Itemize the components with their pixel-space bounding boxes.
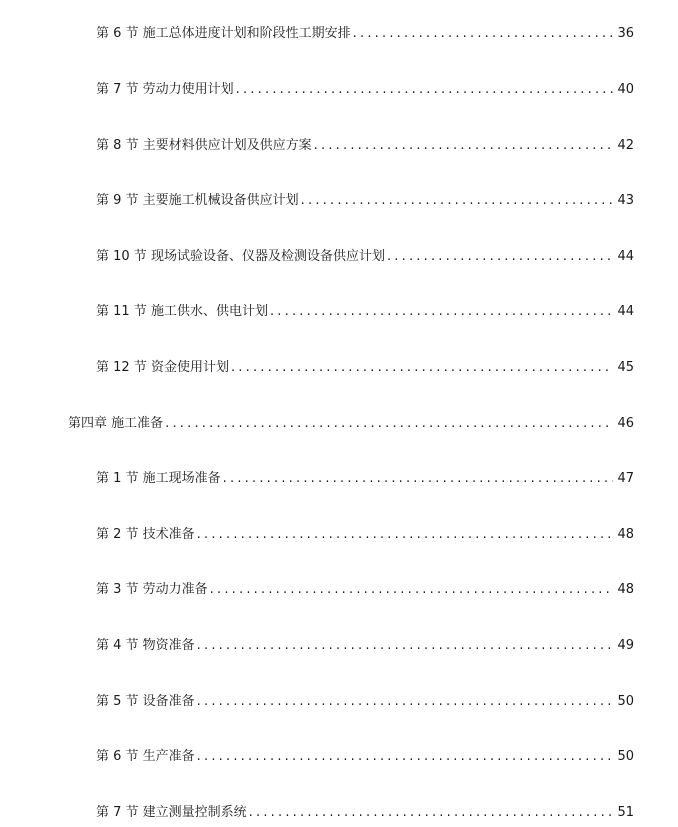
toc-entry-section-12-funding[interactable]: [96, 358, 634, 378]
toc-entry-title: 第 11 节 施工供水、供电计划: [96, 304, 268, 319]
toc-page-number: 40: [617, 82, 634, 97]
toc-dot-leader: [195, 636, 614, 656]
toc-page-number: 42: [617, 138, 634, 153]
toc-entry-section-9-machinery[interactable]: [96, 191, 634, 211]
toc-dot-leader: [208, 580, 614, 600]
toc-dot-leader: [163, 414, 613, 434]
toc-page-number: 48: [617, 582, 634, 597]
toc-entry-title: 第 6 节 施工总体进度计划和阶段性工期安排: [96, 26, 351, 41]
toc-entry-title: 第 12 节 资金使用计划: [96, 360, 229, 375]
toc-entry-section-6-production-preparation[interactable]: [96, 747, 634, 767]
toc-dot-leader: [234, 80, 614, 100]
toc-entry-section-5-equipment-preparation[interactable]: [96, 692, 634, 712]
toc-dot-leader: [229, 358, 614, 378]
toc-page-number: 50: [617, 749, 634, 764]
toc-page-number: 51: [617, 805, 634, 820]
toc-entry-title: 第 6 节 生产准备: [96, 749, 195, 764]
toc-dot-leader: [247, 803, 614, 823]
toc-entry-title: 第四章 施工准备: [68, 416, 164, 431]
toc-entry-title: 第 7 节 劳动力使用计划: [96, 82, 234, 97]
toc-entry-section-1-site-preparation[interactable]: [96, 469, 634, 489]
toc-dot-leader: [195, 525, 614, 545]
toc-page-number: 47: [617, 471, 634, 486]
toc-entry-title: 第 7 节 建立测量控制系统: [96, 805, 247, 820]
toc-entry-title: 第 8 节 主要材料供应计划及供应方案: [96, 138, 312, 153]
toc-entry-section-7-survey-control[interactable]: [96, 803, 634, 823]
toc-dot-leader: [299, 191, 614, 211]
toc-entry-title: 第 9 节 主要施工机械设备供应计划: [96, 193, 299, 208]
toc-entry-chapter-4-preparation[interactable]: [68, 414, 634, 434]
toc-dot-leader: [195, 692, 614, 712]
toc-page-number: 44: [617, 249, 634, 264]
toc-page-number: 46: [617, 416, 634, 431]
toc-page-number: 49: [617, 638, 634, 653]
toc-entry-section-6-schedule[interactable]: [96, 24, 634, 44]
toc-page-number: 44: [617, 304, 634, 319]
toc-page-number: 50: [617, 694, 634, 709]
toc-entry-title: 第 5 节 设备准备: [96, 694, 195, 709]
toc-dot-leader: [351, 24, 614, 44]
toc-dot-leader: [312, 136, 614, 156]
toc-page-number: 36: [617, 26, 634, 41]
toc-entry-section-4-materials-preparation[interactable]: [96, 636, 634, 656]
toc-dot-leader: [221, 469, 614, 489]
toc-entry-title: 第 3 节 劳动力准备: [96, 582, 208, 597]
toc-dot-leader: [385, 247, 614, 267]
toc-entry-title: 第 10 节 现场试验设备、仪器及检测设备供应计划: [96, 249, 385, 264]
toc-entry-title: 第 1 节 施工现场准备: [96, 471, 221, 486]
toc-entry-title: 第 4 节 物资准备: [96, 638, 195, 653]
toc-entry-section-3-labor-preparation[interactable]: [96, 580, 634, 600]
toc-dot-leader: [268, 302, 614, 322]
toc-dot-leader: [195, 747, 614, 767]
toc-page-number: 48: [617, 527, 634, 542]
toc-entry-section-2-technical-preparation[interactable]: [96, 525, 634, 545]
toc-entry-section-7-labor-plan[interactable]: [96, 80, 634, 100]
toc-entry-title: 第 2 节 技术准备: [96, 527, 195, 542]
toc-entry-section-11-water-power[interactable]: [96, 302, 634, 322]
toc-entry-section-8-materials[interactable]: [96, 136, 634, 156]
toc-page-number: 43: [617, 193, 634, 208]
toc-entry-section-10-testing-equipment[interactable]: [96, 247, 634, 267]
toc-page-number: 45: [617, 360, 634, 375]
